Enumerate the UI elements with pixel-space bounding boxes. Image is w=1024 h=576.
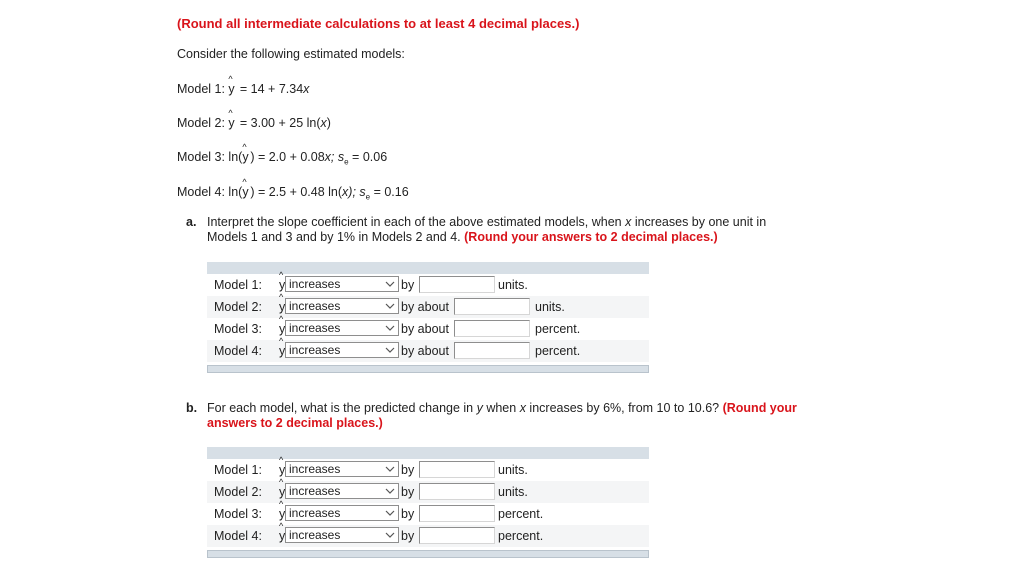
answer-input[interactable] [454, 342, 530, 359]
y-hat-symbol: ^ y [279, 507, 287, 521]
row-label: Model 4: [214, 529, 262, 543]
y-hat-symbol: ^ y [279, 463, 287, 477]
y-hat-symbol: ^ y [279, 485, 287, 499]
y-hat-symbol: ^ y [279, 278, 287, 292]
question-a [186, 215, 786, 244]
row-label: Model 2: [214, 300, 262, 314]
answer-input[interactable] [454, 320, 530, 337]
y-hat-symbol: ^ y [279, 529, 287, 543]
table-row [207, 525, 649, 547]
direction-select[interactable]: increases [285, 461, 399, 477]
answer-input[interactable] [419, 461, 495, 478]
unit-label: percent. [498, 529, 544, 543]
direction-select[interactable]: increases [285, 483, 399, 499]
by-label: by about [401, 322, 449, 336]
y-hat-symbol: ^ y [279, 300, 287, 314]
row-label: Model 2: [214, 485, 262, 499]
question-a-label: a. [186, 215, 197, 229]
model-1-equation: Model 1: ^ y = 14 + 7.34x [177, 82, 309, 96]
unit-label: units. [498, 485, 528, 499]
chevron-down-icon [385, 462, 395, 476]
unit-label: percent. [535, 344, 581, 358]
by-label: by [401, 278, 415, 292]
table-row [207, 274, 649, 296]
by-label: by [401, 529, 415, 543]
answer-table-a [207, 262, 649, 373]
unit-label: percent. [498, 507, 544, 521]
direction-select[interactable]: increases [285, 276, 399, 292]
y-hat-symbol: ^ y [279, 344, 287, 358]
table-row [207, 318, 649, 340]
row-label: Model 1: [214, 278, 262, 292]
table-row [207, 503, 649, 525]
chevron-down-icon [385, 343, 395, 357]
model-2-equation: Model 2: ^ y = 3.00 + 25 ln(x) [177, 116, 331, 130]
model-4-equation: Model 4: ln(^ y ) = 2.5 + 0.48 ln(x); $s_e = 0.16$ [177, 185, 409, 202]
direction-select[interactable]: increases [285, 320, 399, 336]
by-label: by about [401, 300, 449, 314]
direction-select[interactable]: increases [285, 298, 399, 314]
table-header [207, 447, 649, 459]
row-label: Model 4: [214, 344, 262, 358]
question-a-text: Interpret the slope coefficient in each of the above estimated models, when x increases by one unit in Models 1 and 3 and by 1% in Models 2 and 4. (Round your answers to 2 decimal places.) [207, 215, 767, 244]
unit-label: units. [535, 300, 565, 314]
table-header [207, 262, 649, 274]
model-3-equation: Model 3: ln(^ y ) = 2.0 + 0.08x; $s_e = 0.06$ [177, 150, 387, 167]
question-b-label: b. [186, 401, 198, 415]
chevron-down-icon [385, 506, 395, 520]
by-label: by [401, 507, 415, 521]
chevron-down-icon [385, 528, 395, 542]
row-label: Model 3: [214, 507, 262, 521]
answer-input[interactable] [419, 527, 495, 544]
chevron-down-icon [385, 277, 395, 291]
answer-table-b [207, 447, 649, 558]
chevron-down-icon [385, 484, 395, 498]
row-label: Model 3: [214, 322, 262, 336]
direction-select[interactable]: increases [285, 342, 399, 358]
y-hat-symbol: ^ y [279, 322, 287, 336]
row-label: Model 1: [214, 463, 262, 477]
chevron-down-icon [385, 321, 395, 335]
y-hat-symbol: ^ y [242, 150, 250, 164]
by-label: by about [401, 344, 449, 358]
direction-select[interactable]: increases [285, 505, 399, 521]
direction-select[interactable]: increases [285, 527, 399, 543]
by-label: by [401, 485, 415, 499]
y-hat-symbol: ^ y [228, 82, 236, 96]
answer-input[interactable] [454, 298, 530, 315]
y-hat-symbol: ^ y [242, 185, 250, 199]
table-row [207, 296, 649, 318]
unit-label: percent. [535, 322, 581, 336]
table-footer [207, 365, 649, 373]
unit-label: units. [498, 463, 528, 477]
rounding-instruction: (Round all intermediate calculations to at least 4 decimal places.) [177, 16, 580, 31]
unit-label: units. [498, 278, 528, 292]
answer-input[interactable] [419, 483, 495, 500]
intro-text: Consider the following estimated models: [177, 47, 405, 61]
chevron-down-icon [385, 299, 395, 313]
y-hat-symbol: ^ y [228, 116, 236, 130]
table-footer [207, 550, 649, 558]
answer-input[interactable] [419, 276, 495, 293]
question-b-text: For each model, what is the predicted change in y when x increases by 6%, from 10 to 10.6? (Round your answers to 2 decimal places.) [207, 401, 797, 430]
table-row [207, 481, 649, 503]
question-b [186, 401, 797, 430]
answer-input[interactable] [419, 505, 495, 522]
by-label: by [401, 463, 415, 477]
table-row [207, 340, 649, 362]
table-row [207, 459, 649, 481]
